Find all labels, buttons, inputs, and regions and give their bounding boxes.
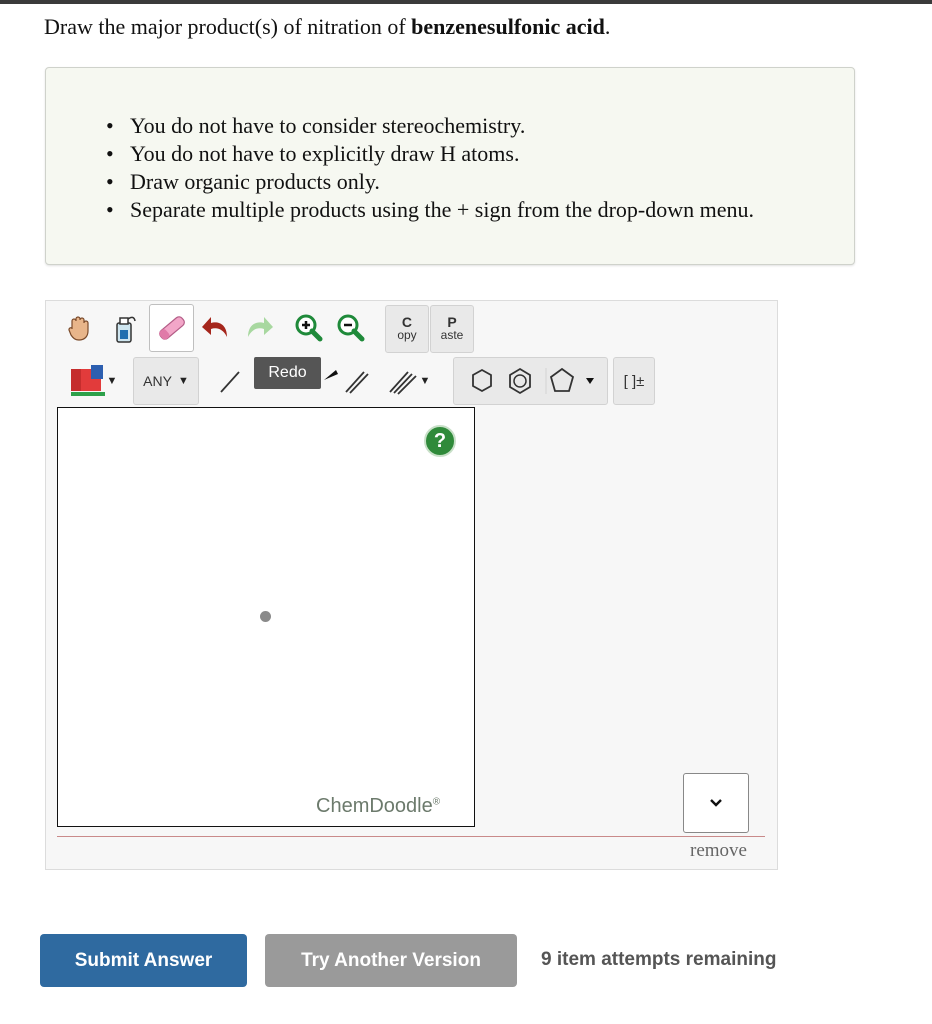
instructions-box (45, 67, 855, 265)
compound-name: benzenesulfonic acid (411, 14, 605, 39)
copy-button[interactable]: C opy (385, 305, 429, 353)
double-bond-icon[interactable] (340, 358, 374, 404)
clear-icon[interactable] (104, 305, 144, 351)
dropdown-arrow-icon: ▼ (177, 375, 189, 387)
charge-bracket-button[interactable]: [ ]± (613, 357, 655, 405)
question-text: Draw the major product(s) of nitration of benzenesulfonic acid. (44, 14, 611, 39)
dropdown-arrow-icon: ▼ (106, 375, 118, 387)
instruction-item: • Separate multiple products using the + sign from the drop-down menu. (106, 196, 754, 224)
undo-icon[interactable] (196, 305, 236, 351)
product-separator-select[interactable] (683, 773, 749, 833)
try-another-version-button[interactable]: Try Another Version (265, 934, 517, 987)
dropdown-arrow-icon: ▼ (419, 375, 431, 387)
single-bond-icon[interactable] (210, 358, 250, 404)
zoom-in-icon[interactable] (288, 305, 328, 351)
ring-icons[interactable] (458, 364, 604, 398)
top-border (0, 0, 932, 4)
cursor-dot (260, 611, 271, 622)
eraser-icon[interactable] (149, 304, 194, 352)
remove-link[interactable]: remove (690, 840, 747, 861)
chemdoodle-brand: ChemDoodle® (316, 795, 441, 817)
instruction-item: • You do not have to consider stereochemistry. (106, 112, 754, 140)
redo-tooltip: Redo (254, 357, 321, 389)
instruction-item: • Draw organic products only. (106, 168, 754, 196)
hand-icon[interactable] (59, 305, 99, 351)
attempts-remaining: 9 item attempts remaining (541, 949, 777, 970)
color-picker[interactable] (59, 358, 127, 404)
help-icon[interactable]: ? (424, 425, 456, 457)
submit-answer-button[interactable]: Submit Answer (40, 934, 247, 987)
atom-label-selector[interactable]: ANY ▼ (133, 357, 199, 405)
wedge-bond-icon[interactable] (322, 358, 342, 404)
instruction-item: • You do not have to explicitly draw H atoms. (106, 140, 754, 168)
triple-bond-icon[interactable] (378, 358, 438, 404)
paste-button[interactable]: P aste (430, 305, 474, 353)
redo-icon[interactable] (239, 305, 279, 351)
ring-tools (453, 357, 608, 405)
zoom-out-icon[interactable] (330, 305, 370, 351)
chevron-down-icon (709, 798, 723, 808)
divider-line (57, 836, 765, 837)
